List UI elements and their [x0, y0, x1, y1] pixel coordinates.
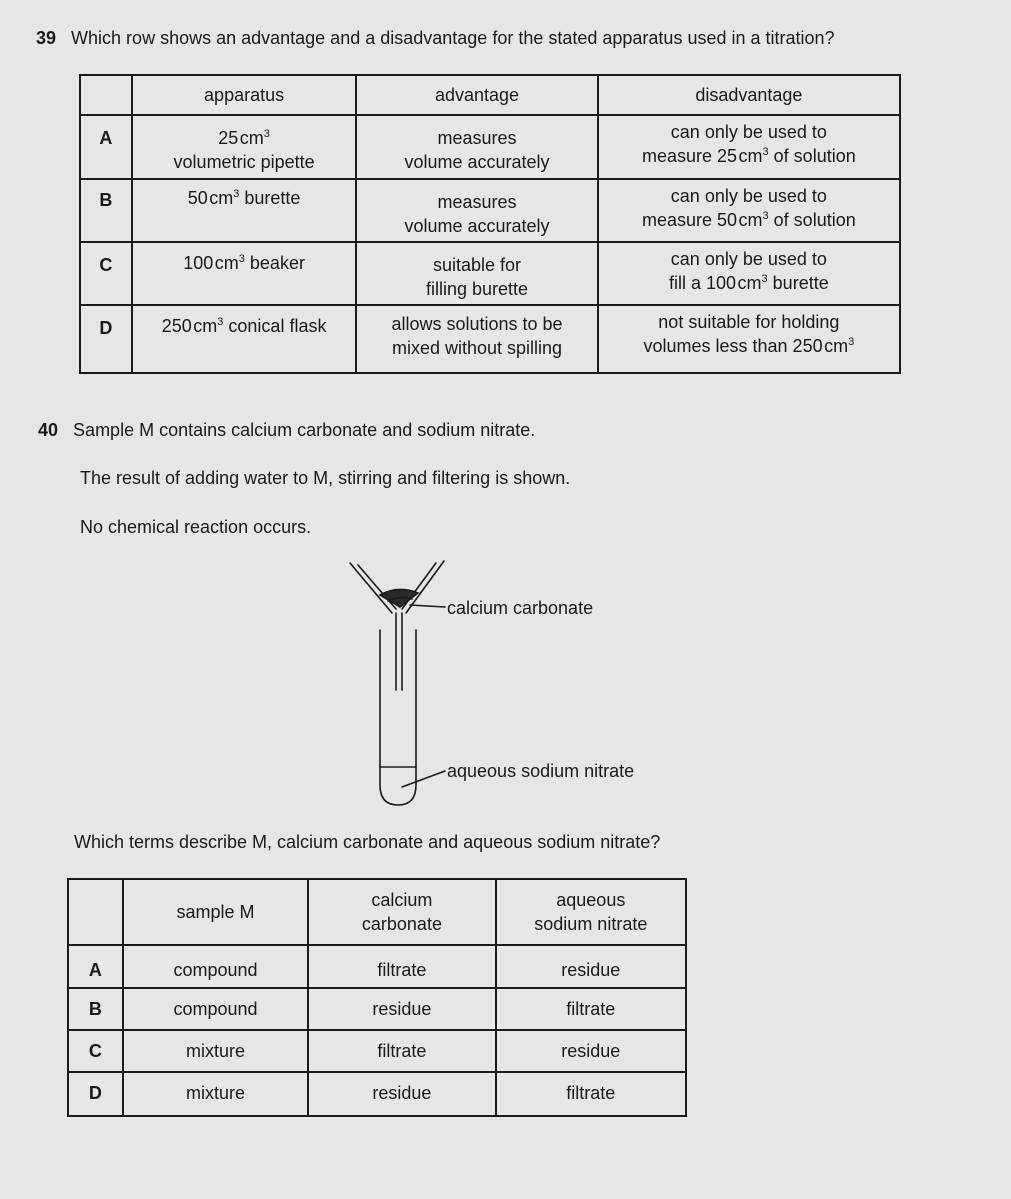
question-39-table — [79, 74, 901, 374]
apparatus-cell: 25 $cm^3$ volumetric pipette — [132, 115, 356, 179]
row-letter: B — [68, 988, 123, 1030]
table-row — [68, 1030, 686, 1072]
header-advantage: advantage — [356, 75, 597, 115]
question-40-intro — [38, 420, 535, 441]
question-40-line3: No chemical reaction occurs. — [80, 517, 312, 537]
aqueous-cell: residue — [496, 1030, 686, 1072]
advantage-cell: measures volume accurately — [356, 179, 597, 242]
row-letter: A — [80, 115, 132, 179]
question-40-line2: The result of adding water to M, stirring and filtering is shown. — [80, 468, 571, 488]
header-apparatus: apparatus — [132, 75, 356, 115]
funnel-left-wall — [350, 563, 396, 613]
disadvantage-cell: can only be used to fill a 100 $cm^3$ burette — [598, 242, 900, 305]
sample-cell: compound — [123, 945, 308, 988]
header-sample-m: sample M — [123, 879, 308, 945]
aqueous-cell: filtrate — [496, 988, 686, 1030]
table-row — [68, 988, 686, 1030]
calcium-cell: filtrate — [308, 1030, 495, 1072]
disadvantage-cell: can only be used to measure 50 $cm^3$ of solution — [598, 179, 900, 242]
table-row — [80, 115, 900, 179]
question-40-line1: Sample M contains calcium carbonate and sodium nitrate. — [73, 420, 536, 440]
question-39-prompt: Which row shows an advantage and a disadvantage for the stated apparatus used in a titration? — [71, 28, 835, 48]
row-letter: D — [68, 1072, 123, 1116]
table-header-row — [68, 879, 686, 945]
row-letter: B — [80, 179, 132, 242]
aqueous-cell: filtrate — [496, 1072, 686, 1116]
calcium-cell: filtrate — [308, 945, 495, 988]
row-letter: C — [68, 1030, 123, 1072]
label-aqueous-sodium-nitrate: aqueous sodium nitrate — [447, 761, 635, 781]
aqueous-cell: residue — [496, 945, 686, 988]
table-row — [80, 242, 900, 305]
question-40-table — [67, 878, 687, 1117]
calcium-cell: residue — [308, 988, 495, 1030]
sample-cell: mixture — [123, 1030, 308, 1072]
header-aqueous-sodium-nitrate: aqueous sodium nitrate — [496, 879, 686, 945]
header-calcium-carbonate: calcium carbonate — [308, 879, 495, 945]
disadvantage-cell: can only be used to measure 25 $cm^3$ of solution — [598, 115, 900, 179]
advantage-cell: suitable for filling burette — [356, 242, 597, 305]
leader-line-top — [410, 605, 445, 607]
table-row — [80, 305, 900, 373]
disadvantage-cell: not suitable for holding volumes less than 250 $cm^3$ — [598, 305, 900, 373]
question-40-prompt: Which terms describe M, calcium carbonate and aqueous sodium nitrate? — [74, 832, 661, 852]
table-header-row — [80, 75, 900, 115]
apparatus-cell: 250 $cm^3$ conical flask — [132, 305, 356, 373]
funnel-stem — [396, 613, 402, 690]
apparatus-cell: 50 $cm^3$ burette — [132, 179, 356, 242]
table-row — [68, 945, 686, 988]
test-tube — [380, 630, 416, 805]
question-40-number: 40 — [38, 420, 59, 440]
label-calcium-carbonate: calcium carbonate — [447, 598, 594, 618]
advantage-cell: measures volume accurately — [356, 115, 597, 179]
question-39-number: 39 — [36, 28, 57, 48]
header-empty — [68, 879, 123, 945]
question-39-text — [36, 28, 835, 49]
sample-cell: mixture — [123, 1072, 308, 1116]
advantage-cell: allows solutions to be mixed without spilling — [356, 305, 597, 373]
row-letter: A — [68, 945, 123, 988]
header-empty — [80, 75, 132, 115]
table-row — [80, 179, 900, 242]
sample-cell: compound — [123, 988, 308, 1030]
row-letter: D — [80, 305, 132, 373]
row-letter: C — [80, 242, 132, 305]
leader-line-bottom — [402, 771, 445, 787]
header-disadvantage: disadvantage — [598, 75, 900, 115]
table-row — [68, 1072, 686, 1116]
calcium-cell: residue — [308, 1072, 495, 1116]
apparatus-cell: 100 $cm^3$ beaker — [132, 242, 356, 305]
